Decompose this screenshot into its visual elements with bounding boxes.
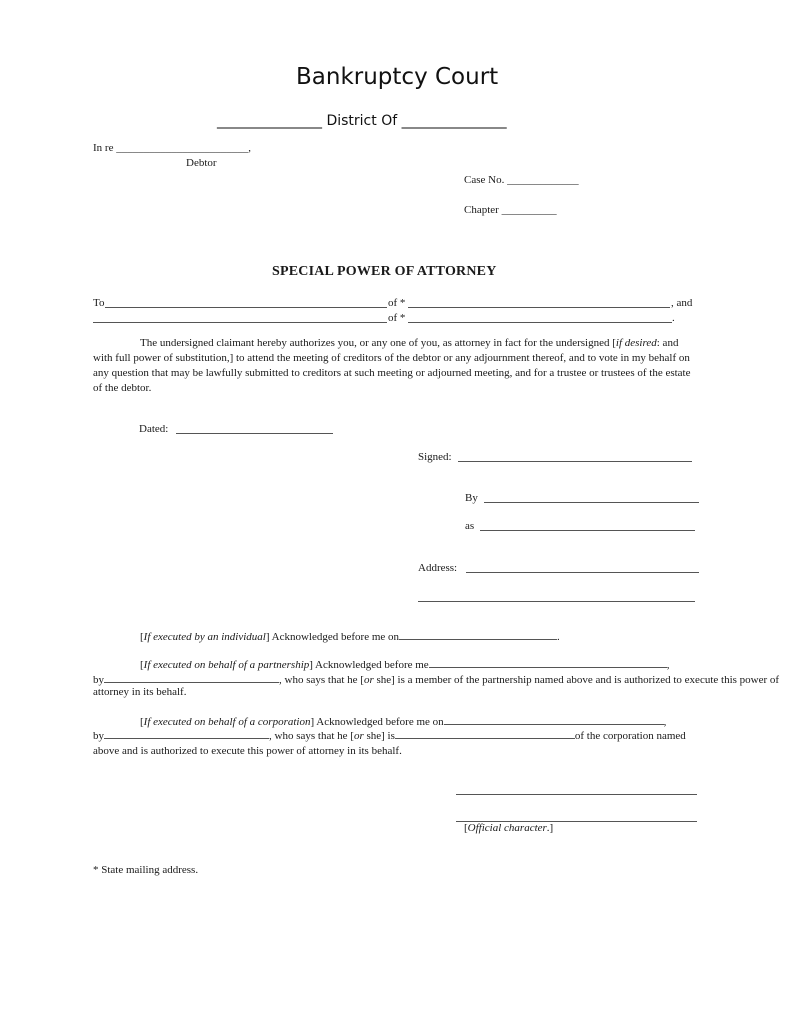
chapter-label: Chapter: [464, 204, 499, 216]
attorney-name-2-blank[interactable]: [93, 322, 387, 323]
attorney-address-2-blank[interactable]: [408, 322, 672, 323]
ack-corporation-by-blank[interactable]: [104, 728, 269, 739]
ack-corporation-date-blank[interactable]: [444, 714, 664, 725]
as-label: as: [465, 520, 475, 532]
district-line: [217, 113, 507, 129]
district-blank-left[interactable]: _______________: [217, 113, 322, 129]
ack-corporation-title-blank[interactable]: [395, 728, 575, 739]
ack-partnership-line-1: [If executed on behalf of a partnership] Acknowledged before me ,: [140, 659, 670, 671]
case-no-line: [464, 174, 579, 186]
of-label-1: of *: [388, 297, 406, 309]
authorization-paragraph: The undersigned claimant hereby authorizes you, or any one of you, as attorney in fact for the undersigned [if desired: and with full power of substitution,] to attend the meeting of creditors of the debtor or any adjournment thereof, and to vote in my behalf on any question that may be lawfully submitted to creditors at such meeting or adjourned meeting, and for a trustee or trustees of the estate of the debtor.: [93, 337, 691, 394]
in-re-label: In re: [93, 142, 114, 154]
chapter-line: [464, 204, 557, 216]
ack-corporation-line-2: by , who says that he [or she] is of the corporation named above and is authorized to execute this power of attorney in its behalf.: [93, 730, 686, 757]
period: .: [672, 312, 675, 324]
ack-corporation-line-1: [If executed on behalf of a corporation] Acknowledged before me on ,: [140, 716, 667, 728]
form-title: SPECIAL POWER OF ATTORNEY: [272, 264, 497, 279]
district-blank-right[interactable]: _______________: [401, 113, 507, 129]
court-title: Bankruptcy Court: [296, 64, 499, 90]
by-blank[interactable]: [484, 502, 699, 503]
ack-individual-date-blank[interactable]: [399, 629, 557, 640]
ack-partnership-by-blank[interactable]: [104, 672, 279, 683]
and-label: , and: [671, 297, 693, 309]
debtor-label: Debtor: [186, 157, 217, 169]
district-label: District Of: [326, 113, 398, 129]
dated-blank[interactable]: [176, 433, 333, 434]
address-label: Address:: [418, 562, 458, 574]
attorney-address-1-blank[interactable]: [408, 307, 670, 308]
footnote: * State mailing address.: [93, 864, 199, 876]
attorney-name-1-blank[interactable]: [105, 307, 387, 308]
official-signature-blank[interactable]: [456, 794, 697, 795]
case-no-label: Case No.: [464, 174, 505, 186]
ack-individual: [If executed by an individual] Acknowledged before me on .: [140, 631, 560, 643]
dated-label: Dated:: [139, 423, 169, 435]
by-label: By: [465, 492, 478, 504]
signed-label: Signed:: [418, 451, 452, 463]
ack-partnership-line-2: by , who says that he [or she] is a member of the partnership named above and is authorized to execute this power of attorney in its behalf.: [93, 674, 780, 698]
ack-partnership-date-blank[interactable]: [429, 657, 667, 668]
in-re-line: [93, 142, 251, 154]
address-blank-1[interactable]: [466, 572, 699, 573]
debtor-name-blank[interactable]: ________________________,: [116, 142, 251, 154]
case-no-blank[interactable]: _____________: [507, 174, 579, 186]
to-label: To: [93, 297, 105, 309]
as-blank[interactable]: [480, 530, 695, 531]
signed-blank[interactable]: [458, 461, 692, 462]
official-character-label: [Official character.]: [464, 822, 554, 834]
chapter-blank[interactable]: __________: [501, 204, 557, 216]
of-label-2: of *: [388, 312, 406, 324]
address-blank-2[interactable]: [418, 601, 695, 602]
